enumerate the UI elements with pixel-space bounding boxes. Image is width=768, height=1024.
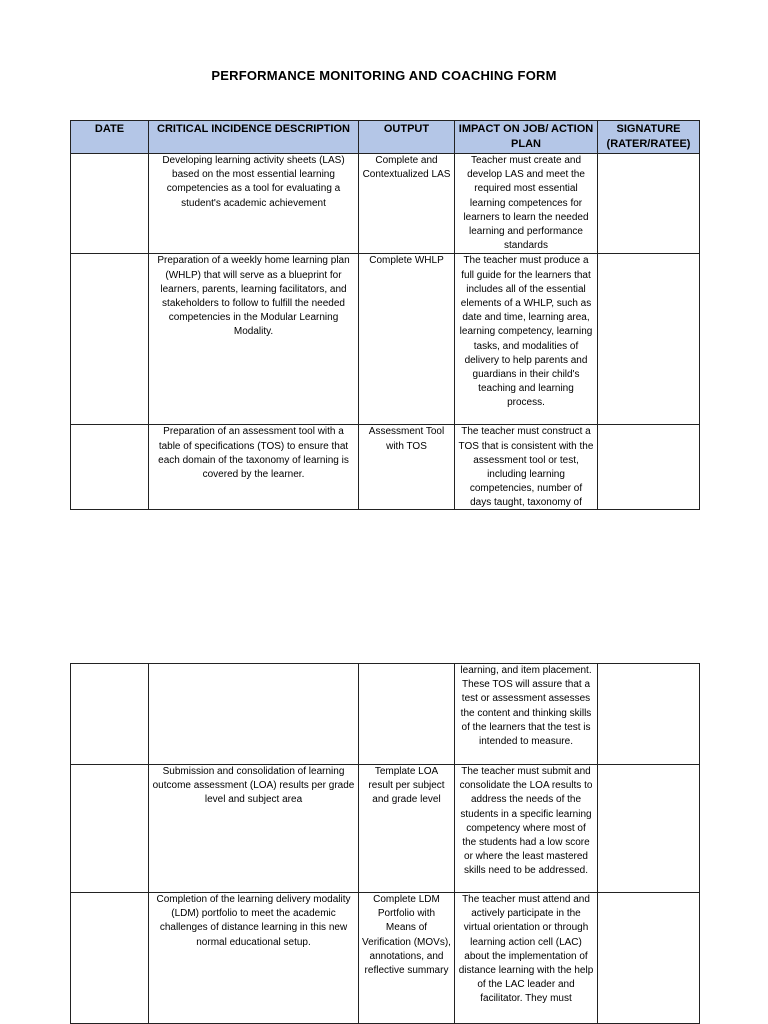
description-cell: Completion of the learning delivery modality (LDM) portfolio to meet the academic challenges of distance learning in this new normal educational setup. xyxy=(149,893,359,1024)
table-row xyxy=(71,893,700,1024)
output-cell: Complete LDM Portfolio with Means of Verification (MOVs), annotations, and reflective summary xyxy=(359,893,455,1024)
signature-cell xyxy=(598,893,700,1024)
signature-cell xyxy=(598,765,700,893)
output-cell: Template LOA result per subject and grade level xyxy=(359,765,455,893)
table-row xyxy=(71,765,700,893)
date-cell xyxy=(71,254,149,425)
coaching-form-table-page-2 xyxy=(70,663,700,1024)
table-row xyxy=(71,154,700,254)
document-title: PERFORMANCE MONITORING AND COACHING FORM xyxy=(211,68,557,83)
impact-cell xyxy=(455,893,598,1024)
output-cell: Assessment Tool with TOS xyxy=(359,425,455,510)
description-cell: Preparation of a weekly home learning plan (WHLP) that will serve as a blueprint for learners, parents, learning facilitators, and stakeholders to follow to fulfill the needed competencies in the Modular Learning Modality. xyxy=(149,254,359,425)
signature-cell xyxy=(598,154,700,254)
date-cell xyxy=(71,425,149,510)
header-impact: IMPACT ON JOB/ ACTION PLAN xyxy=(455,121,598,154)
description-cell: Submission and consolidation of learning outcome assessment (LOA) results per grade level and subject area xyxy=(149,765,359,893)
output-cell xyxy=(359,664,455,765)
table-row xyxy=(71,425,700,510)
description-cell: Preparation of an assessment tool with a table of specifications (TOS) to ensure that each domain of the taxonomy of learning is covered by the learner. xyxy=(149,425,359,510)
date-cell xyxy=(71,664,149,765)
description-cell: Developing learning activity sheets (LAS) based on the most essential learning competencies as a tool for evaluating a student's academic achievement xyxy=(149,154,359,254)
header-row xyxy=(71,121,700,154)
table-row xyxy=(71,254,700,425)
signature-cell xyxy=(598,664,700,765)
impact-text: The teacher must attend and actively participate in the virtual orientation or through learning action cell (LAC) about the implementation of distance learning with the help of the LAC leader and facilitator. They must xyxy=(458,894,594,1005)
table-row xyxy=(71,664,700,765)
impact-cell: The teacher must submit and consolidate the LOA results to address the needs of the students in a specific learning competency where most of the students had a low score or where the least mastered skills need to be addressed. xyxy=(455,765,598,893)
impact-cell: learning, and item placement. These TOS will assure that a test or assessment assesses the content and thinking skills of the learners that the test is intended to measure. xyxy=(455,664,598,765)
header-date: DATE xyxy=(71,121,149,154)
header-output: OUTPUT xyxy=(359,121,455,154)
header-signature: SIGNATURE (RATER/RATEE) xyxy=(598,121,700,154)
signature-cell xyxy=(598,254,700,425)
date-cell xyxy=(71,893,149,1024)
impact-text: The teacher must construct a TOS that is consistent with the assessment tool or test, including learning competencies, number of days taught, taxonomy of xyxy=(458,426,594,509)
signature-cell xyxy=(598,425,700,510)
impact-cell xyxy=(455,425,598,510)
date-cell xyxy=(71,765,149,893)
date-cell xyxy=(71,154,149,254)
description-cell xyxy=(149,664,359,765)
impact-cell: The teacher must produce a full guide for the learners that includes all of the essential elements of a WHLP, such as date and time, learning area, learning competency, learning tasks, and modalities of delivery to help parents and guardians in their child's teaching and learning process. xyxy=(455,254,598,425)
output-cell: Complete WHLP xyxy=(359,254,455,425)
output-cell: Complete and Contextualized LAS xyxy=(359,154,455,254)
coaching-form-table-page-1 xyxy=(70,120,700,510)
header-description: CRITICAL INCIDENCE DESCRIPTION xyxy=(149,121,359,154)
impact-cell: Teacher must create and develop LAS and meet the required most essential learning competences for learners to learn the needed learning and performance standards xyxy=(455,154,598,254)
